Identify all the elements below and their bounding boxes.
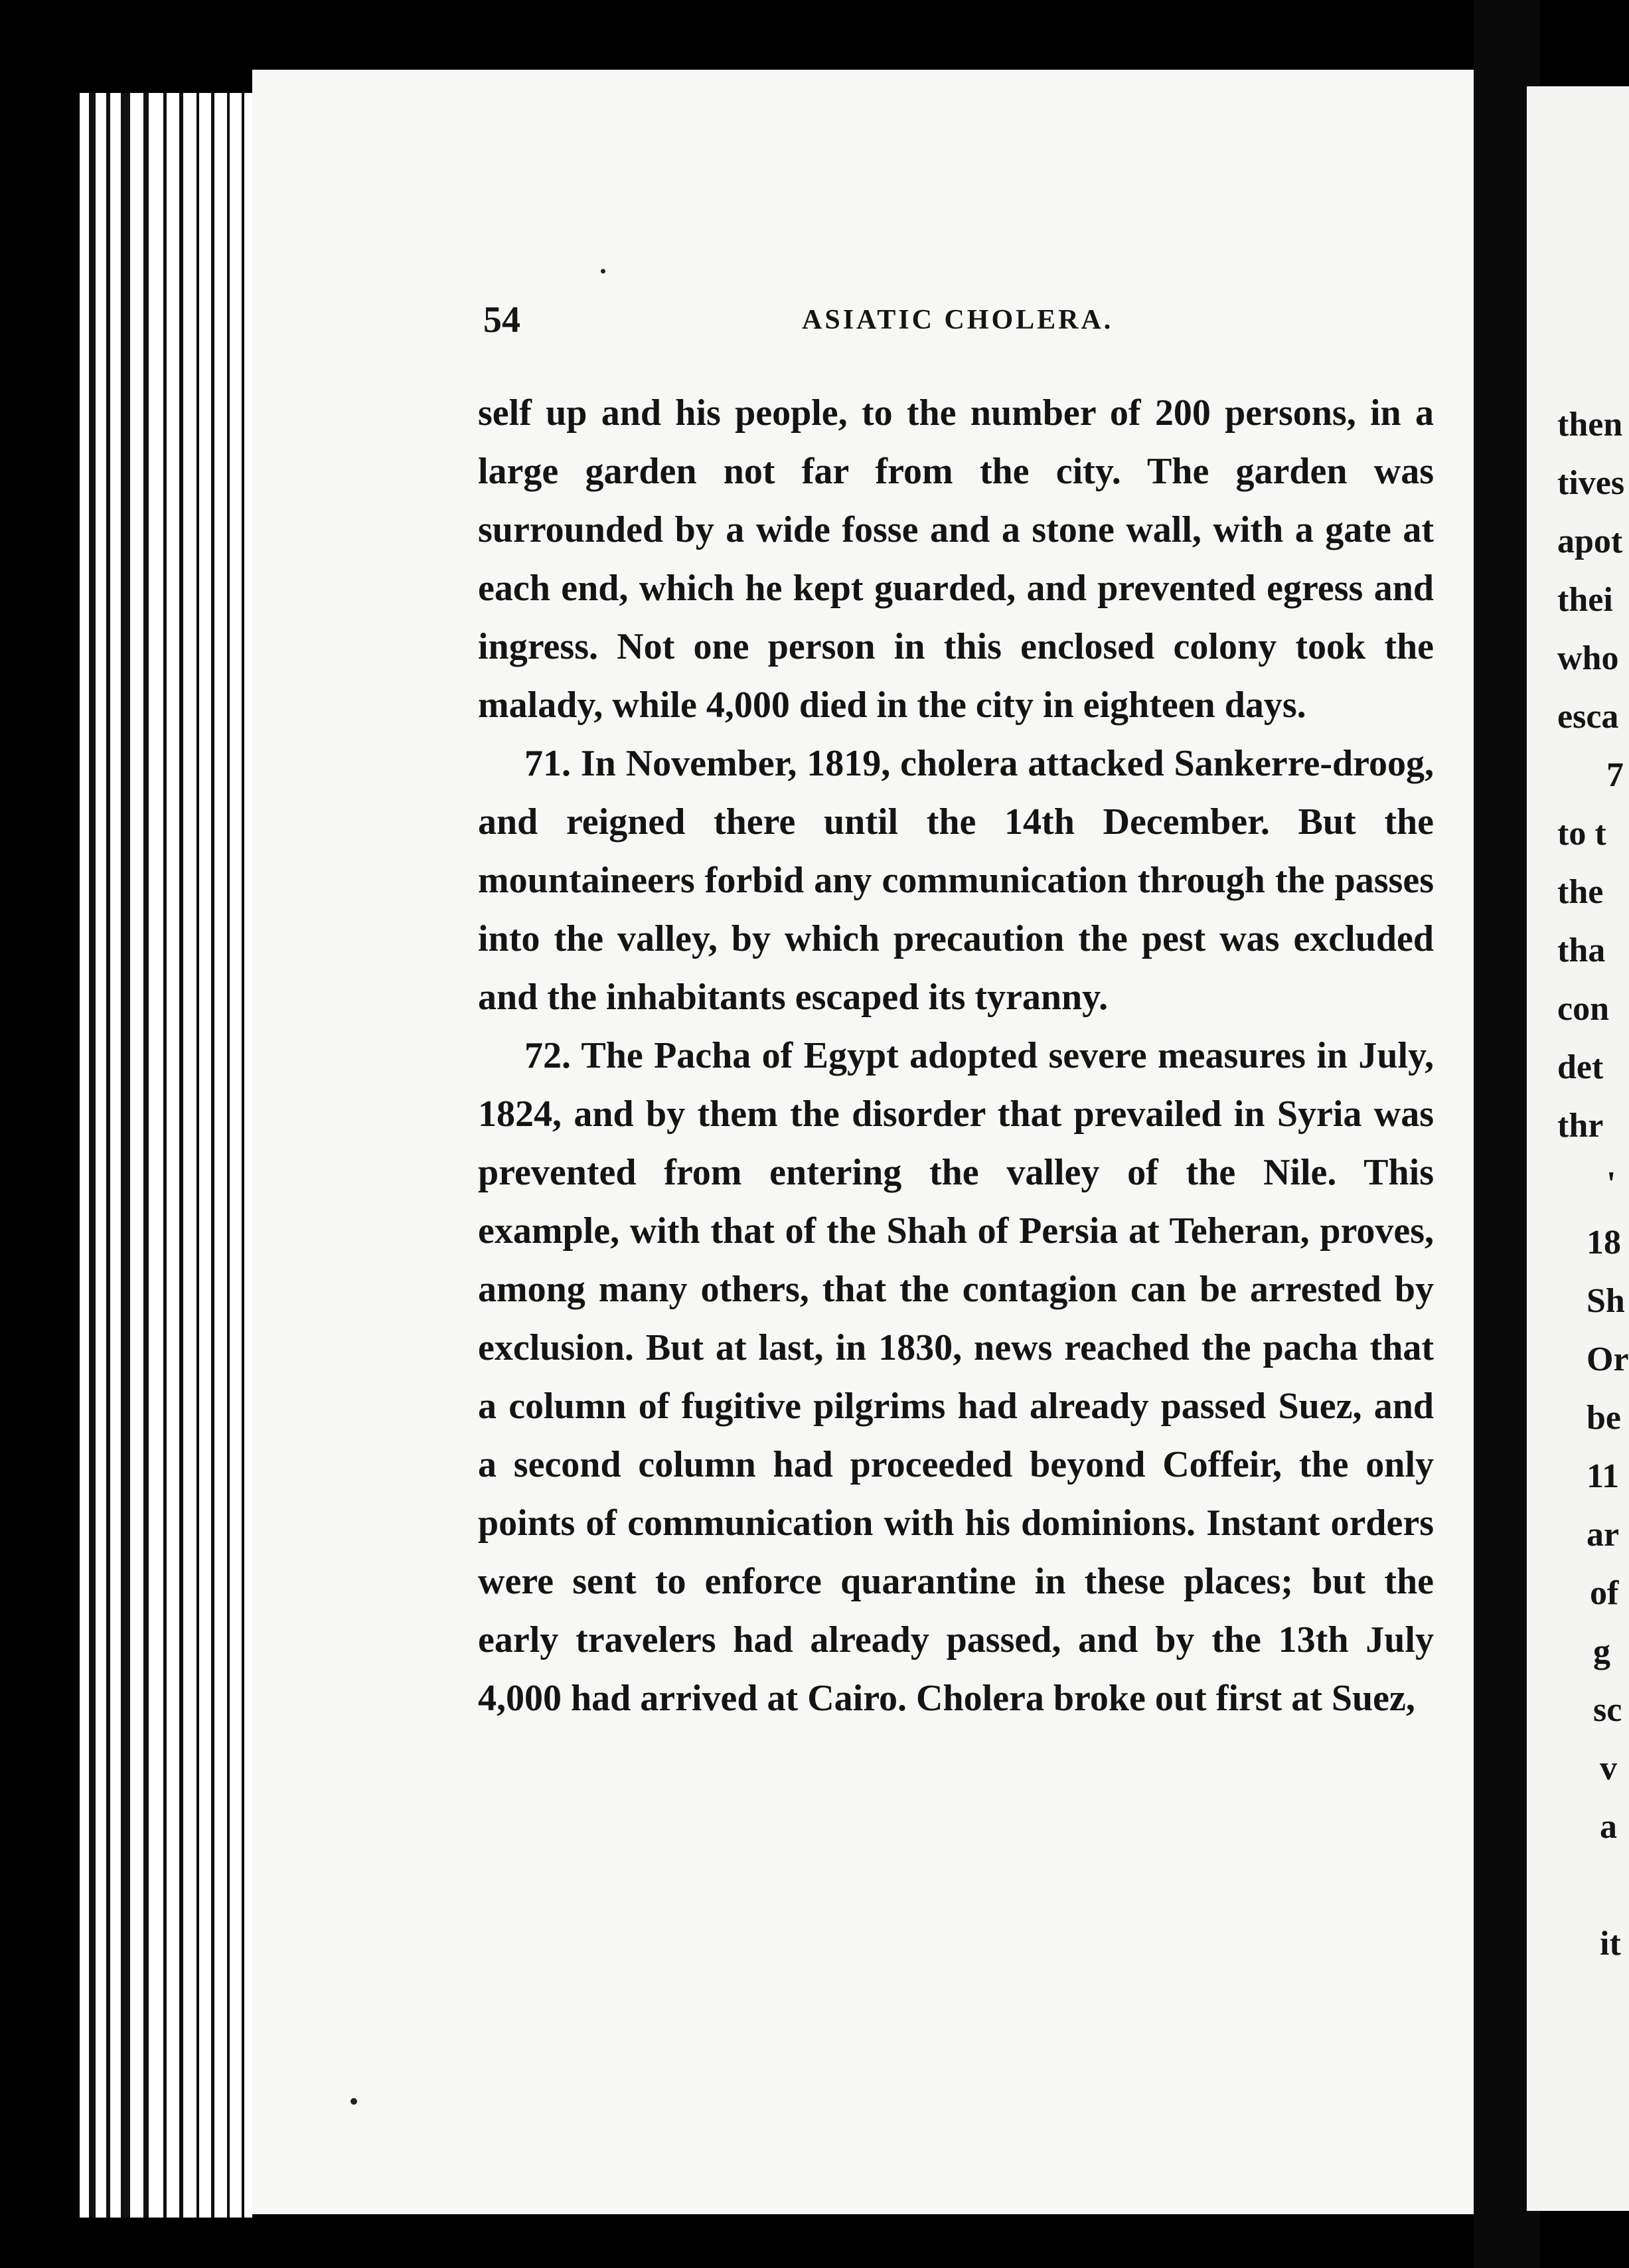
facing-page-fragment: 11: [1587, 1457, 1620, 1495]
facing-page-fragment: tives: [1557, 464, 1625, 502]
page-header: [483, 299, 1433, 345]
facing-page-fragment: ': [1606, 1165, 1616, 1203]
paragraph-text: In November, 1819, cholera attacked Sankerre-droog, and reigned there until the 14th December. But the mountaineers forbid any communication through the passes into the valley, by which precaution the pest was excluded and the inhabitants escaped its tyranny.: [478, 743, 1434, 1018]
facing-page-fragment: it: [1600, 1925, 1621, 1963]
paragraph-text: The Pacha of Egypt adopted severe measures in July, 1824, and by them the disorder that prevailed in Syria was prevented from entering the valley of the Nile. This example, with that of the Shah of Persia at Teheran, proves, among many others, that the contagion can be arrested by exclusion. But at last, in 1830, news reached the pacha that a column of fugitive pilgrims had already passed Suez, and a second column had proceeded beyond Coffeir, the only points of communication with his dominions. Instant orders were sent to enforce quarantine in these places; but the early travelers had already passed, and by the 13th July 4,000 had arrived at Cairo. Cholera broke out first at Suez,: [478, 1035, 1434, 1719]
facing-page-fragment: thei: [1557, 581, 1613, 619]
facing-page-fragment: be: [1587, 1399, 1621, 1437]
facing-page-fragment: tha: [1557, 932, 1606, 969]
page-number: 54: [483, 299, 520, 341]
body-text: [478, 384, 1434, 1728]
facing-page-fragment: to t: [1557, 815, 1606, 852]
facing-page-fragment: esca: [1557, 698, 1619, 736]
facing-page: [1527, 86, 1629, 2211]
facing-page-fragment: 18: [1587, 1224, 1621, 1261]
facing-page-fragment: ar: [1587, 1516, 1620, 1554]
facing-page-fragment: v: [1600, 1749, 1617, 1787]
running-head: ASIATIC CHOLERA.: [802, 305, 1114, 335]
facing-page-fragment: sc: [1593, 1691, 1622, 1729]
facing-page-fragment: of: [1590, 1574, 1619, 1612]
paragraph-number: 71.: [524, 743, 571, 784]
facing-page-fragment: apot: [1557, 523, 1623, 560]
paragraph: [478, 1026, 1434, 1728]
facing-page-fragment: con: [1557, 990, 1609, 1028]
facing-page-fragment: thr: [1557, 1107, 1604, 1145]
facing-page-fragment: the: [1557, 873, 1604, 911]
facing-page-fragment: Or: [1587, 1340, 1629, 1378]
paragraph: [478, 734, 1434, 1026]
facing-page-fragment: then: [1557, 406, 1623, 444]
facing-page-fragment: 7: [1606, 756, 1624, 794]
facing-page-fragment: who: [1557, 639, 1619, 677]
ink-speck: [350, 2098, 357, 2105]
paragraph-text: self up and his people, to the number of 200 persons, in a large garden not far from the city. The garden was surrounded by a wide fosse and a stone wall, with a gate at each end, which he kept guarded, and prevented egress and ingress. Not one person in this enclosed colony took the malady, while 4,000 died in the city in eighteen days.: [478, 392, 1434, 726]
paragraph: [478, 384, 1434, 734]
facing-page-fragment: det: [1557, 1048, 1604, 1086]
book-page-edges: [80, 93, 252, 2218]
facing-page-fragment: Sh: [1587, 1282, 1625, 1320]
facing-page-fragment: a: [1600, 1808, 1617, 1846]
ink-speck: [601, 269, 605, 274]
paragraph-number: 72.: [524, 1035, 571, 1076]
facing-page-fragment: g: [1593, 1633, 1610, 1670]
